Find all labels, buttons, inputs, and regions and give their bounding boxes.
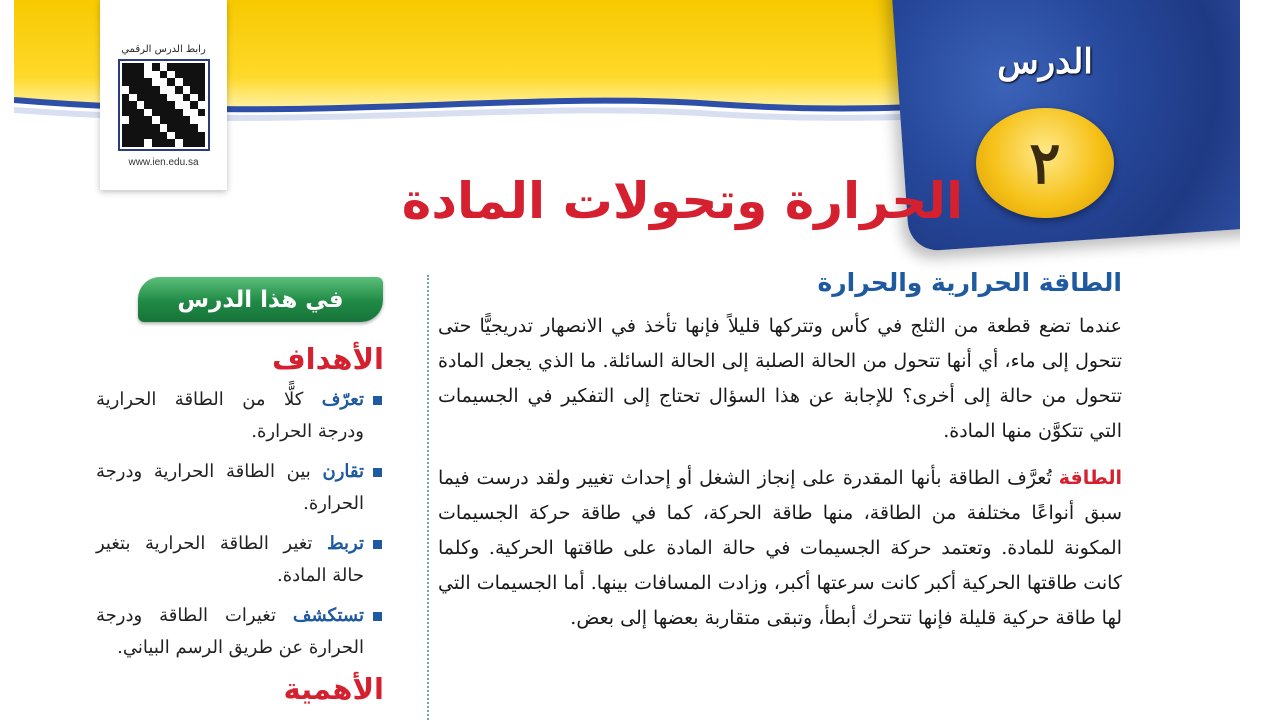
main-content — [438, 268, 1122, 648]
paragraph — [438, 461, 1122, 636]
paragraph-text: تُعرَّف الطاقة بأنها المقدرة على إنجاز الشغل أو إحداث تغيير ولقد درست فيما سبق أنواعًا مختلفة من الطاقة، منها طاقة الحركة، كما في طاقة حركة الجسيمات المكونة للمادة. وتعتمد حركة الجسيمات في حالة المادة على طاقتها الحركية. وكلما كانت طاقتها الحركية أكبر كانت سرعتها أكبر، وزادت المسافات بينها. أما الجسيمات التي لها طاقة حركية قليلة فإنها تتحرك أبطأ، وتبقى متقاربة بعضها إلى بعض. — [438, 467, 1122, 629]
lesson-number-badge: ٢ — [976, 108, 1114, 218]
objective-text: كلًّا من الطاقة الحرارية ودرجة الحرارة. — [96, 389, 364, 442]
objective-verb: تستكشف — [292, 605, 364, 626]
digital-lesson-link[interactable] — [100, 0, 227, 190]
bullet-icon — [373, 396, 382, 405]
list-item — [96, 456, 384, 520]
qr-label: رابط الدرس الرقمي — [121, 44, 206, 55]
objectives-list — [96, 384, 384, 664]
paragraph: عندما تضع قطعة من الثلج في كأس وتتركها قليلاً فإنها تأخذ في الانصهار تدريجيًّا حتى تتحول إلى ماء، أي أنها تتحول من الحالة الصلبة إلى الحالة السائلة. ما الذي يجعل المادة تتحول من حالة إلى أخرى؟ للإجابة عن هذا السؤال تحتاج إلى التفكير في الجسيمات التي تتكوَّن منها المادة. — [438, 315, 1122, 442]
objective-text: بين الطاقة الحرارية ودرجة الحرارة. — [96, 461, 364, 514]
bullet-icon — [373, 540, 382, 549]
sidebar — [96, 342, 384, 706]
key-term: الطاقة — [1058, 467, 1122, 489]
lesson-label: الدرس — [997, 42, 1093, 82]
list-item — [96, 600, 384, 664]
section-heading: الطاقة الحرارية والحرارة — [817, 268, 1122, 297]
objective-text: تغيرات الطاقة ودرجة الحرارة عن طريق الرسم البياني. — [96, 605, 364, 658]
objective-verb: تقارن — [322, 461, 364, 482]
list-item — [96, 528, 384, 592]
objective-verb: تربط — [326, 533, 364, 554]
bullet-icon — [373, 612, 382, 621]
objective-text: تغير الطاقة الحرارية بتغير حالة المادة. — [96, 533, 364, 586]
page-edge — [1240, 0, 1280, 720]
column-divider — [427, 275, 429, 720]
objective-verb: تعرّف — [321, 389, 364, 410]
qr-url[interactable]: www.ien.edu.sa — [128, 157, 199, 168]
importance-heading: الأهمية — [283, 672, 384, 706]
list-item — [96, 384, 384, 448]
page-title: الحرارة وتحولات المادة — [401, 172, 964, 230]
qr-code-icon[interactable] — [118, 59, 210, 151]
bullet-icon — [373, 468, 382, 477]
objectives-heading: الأهداف — [271, 342, 384, 376]
in-this-lesson-badge: في هذا الدرس — [138, 277, 383, 322]
